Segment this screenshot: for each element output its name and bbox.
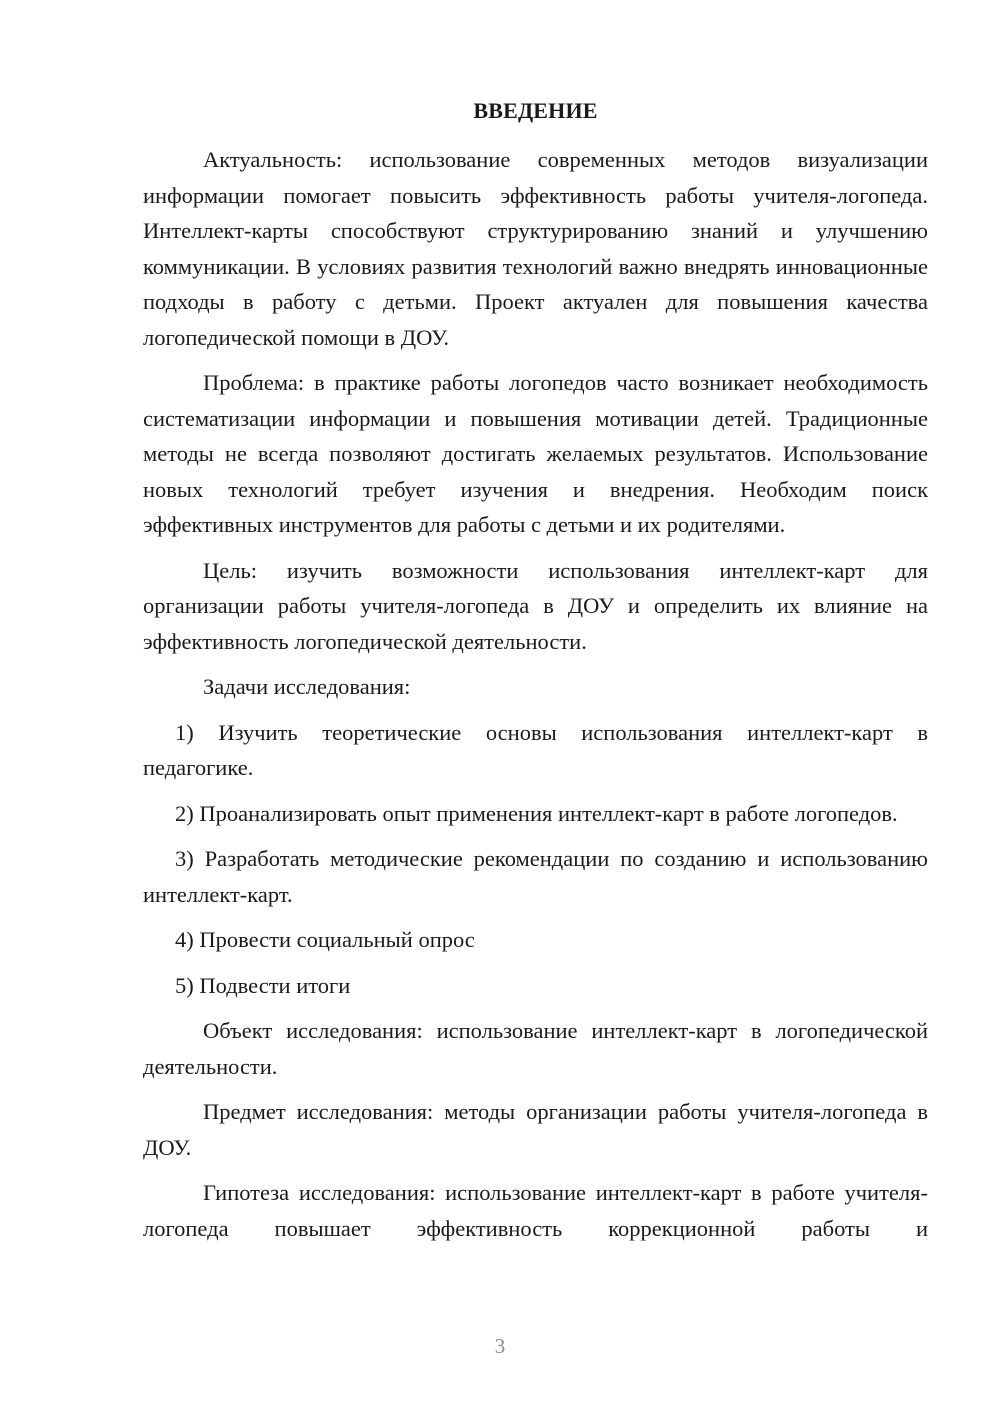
task-item-1: 1) Изучить теоретические основы использования интеллект-карт в педагогике.	[143, 719, 928, 780]
task-item-5: 5) Подвести итоги	[175, 972, 351, 998]
page-number: 3	[494, 1334, 506, 1358]
paragraph-problem: Проблема: в практике работы логопедов часто возникает необходимость систематизации информации и повышения мотивации детей. Традиционные методы не всегда позволяют достигать желаемых результатов. Использование новых технологий требует изучения и внедрения. Необходим поиск эффективных инструментов для работы с детьми и их родителями.	[143, 370, 928, 537]
task-item-2: 2) Проанализировать опыт применения интеллект-карт в работе логопедов.	[175, 800, 898, 826]
task-item-3: 3) Разработать методические рекомендации по созданию и использованию интеллект-карт.	[143, 846, 928, 907]
task-item-4: 4) Провести социальный опрос	[175, 927, 475, 952]
paragraph-hypothesis: Гипотеза исследования: использование интеллект-карт в работе учителя-логопеда повышает эффективность коррекционной работы и	[143, 1180, 928, 1241]
paragraph-goal: Цель: изучить возможности использования интеллект-карт для организации работы учителя-логопеда в ДОУ и определить их влияние на эффективность логопедической деятельности.	[143, 557, 928, 654]
paragraph-relevance: Актуальность: использование современных методов визуализации информации помогает повысить эффективность работы учителя-логопеда. Интеллект-карты способствуют структурированию знаний и улучшению коммуникации. В условиях развития технологий важно внедрять инновационные подходы в работу с детьми. Проект актуален для повышения качества логопедической помощи в ДОУ.	[143, 147, 928, 350]
paragraph-subject: Предмет исследования: методы организации работы учителя-логопеда в ДОУ.	[143, 1099, 928, 1160]
page-title: ВВЕДЕНИЕ	[473, 98, 598, 123]
page-content	[143, 96, 928, 1256]
tasks-heading: Задачи исследования:	[203, 674, 411, 699]
paragraph-object: Объект исследования: использование интеллект-карт в логопедической деятельности.	[143, 1018, 928, 1079]
